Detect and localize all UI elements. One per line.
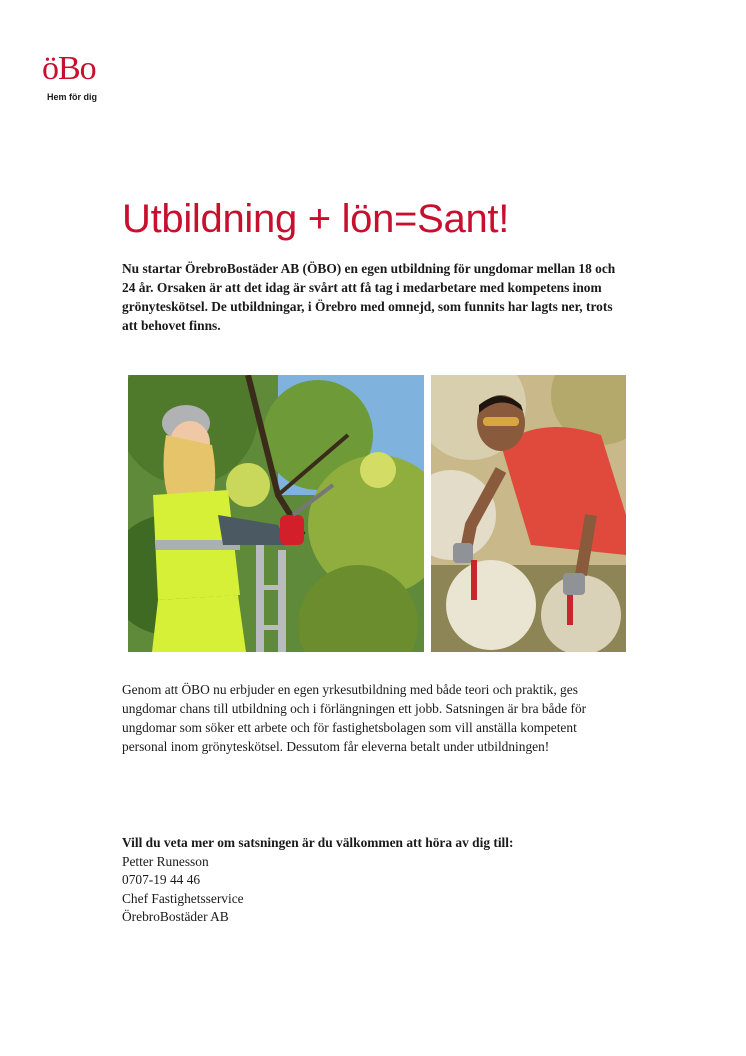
photo-woman-pruning-tree <box>128 375 424 652</box>
logo-mark: öBo <box>42 50 96 87</box>
logo-tagline: Hem för dig <box>47 92 98 102</box>
contact-company: ÖrebroBostäder AB <box>122 909 229 924</box>
body-paragraph: Genom att ÖBO nu erbjuder en egen yrkesutbildning med både teori och praktik, ges ungdomar chans till utbildning och i förlängningen ett jobb. Satsningen är bra både för ungdomar som söker ett arbete och för fastighetsbolagen som vill anställa kompetent personal inom grönyteskötsel. Dessutom får eleverna betalt under utbildningen! <box>122 682 587 754</box>
contact-role: Chef Fastighetsservice <box>122 890 244 906</box>
obo-logo <box>42 52 106 102</box>
photo-man-trimming-bushes <box>431 375 626 652</box>
contact-phone: 0707-19 44 46 <box>122 872 201 887</box>
intro-paragraph: Nu startar ÖrebroBostäder AB (ÖBO) en egen utbildning för ungdomar mellan 18 och 24 år. Orsaken är att det idag är svårt att få tag i medarbetare med kompetens inom grönyteskötsel. De utbildningar, i Örebro med omnejd, som funnits har lagts ner, trots att behovet finns. <box>122 261 616 333</box>
contact-name: Petter Runesson <box>122 853 209 869</box>
contact-heading: Vill du veta mer om satsningen är du välkommen att höra av dig till: <box>122 835 514 850</box>
contact-block <box>122 834 618 927</box>
page-title: Utbildning + lön=Sant! <box>122 197 510 241</box>
